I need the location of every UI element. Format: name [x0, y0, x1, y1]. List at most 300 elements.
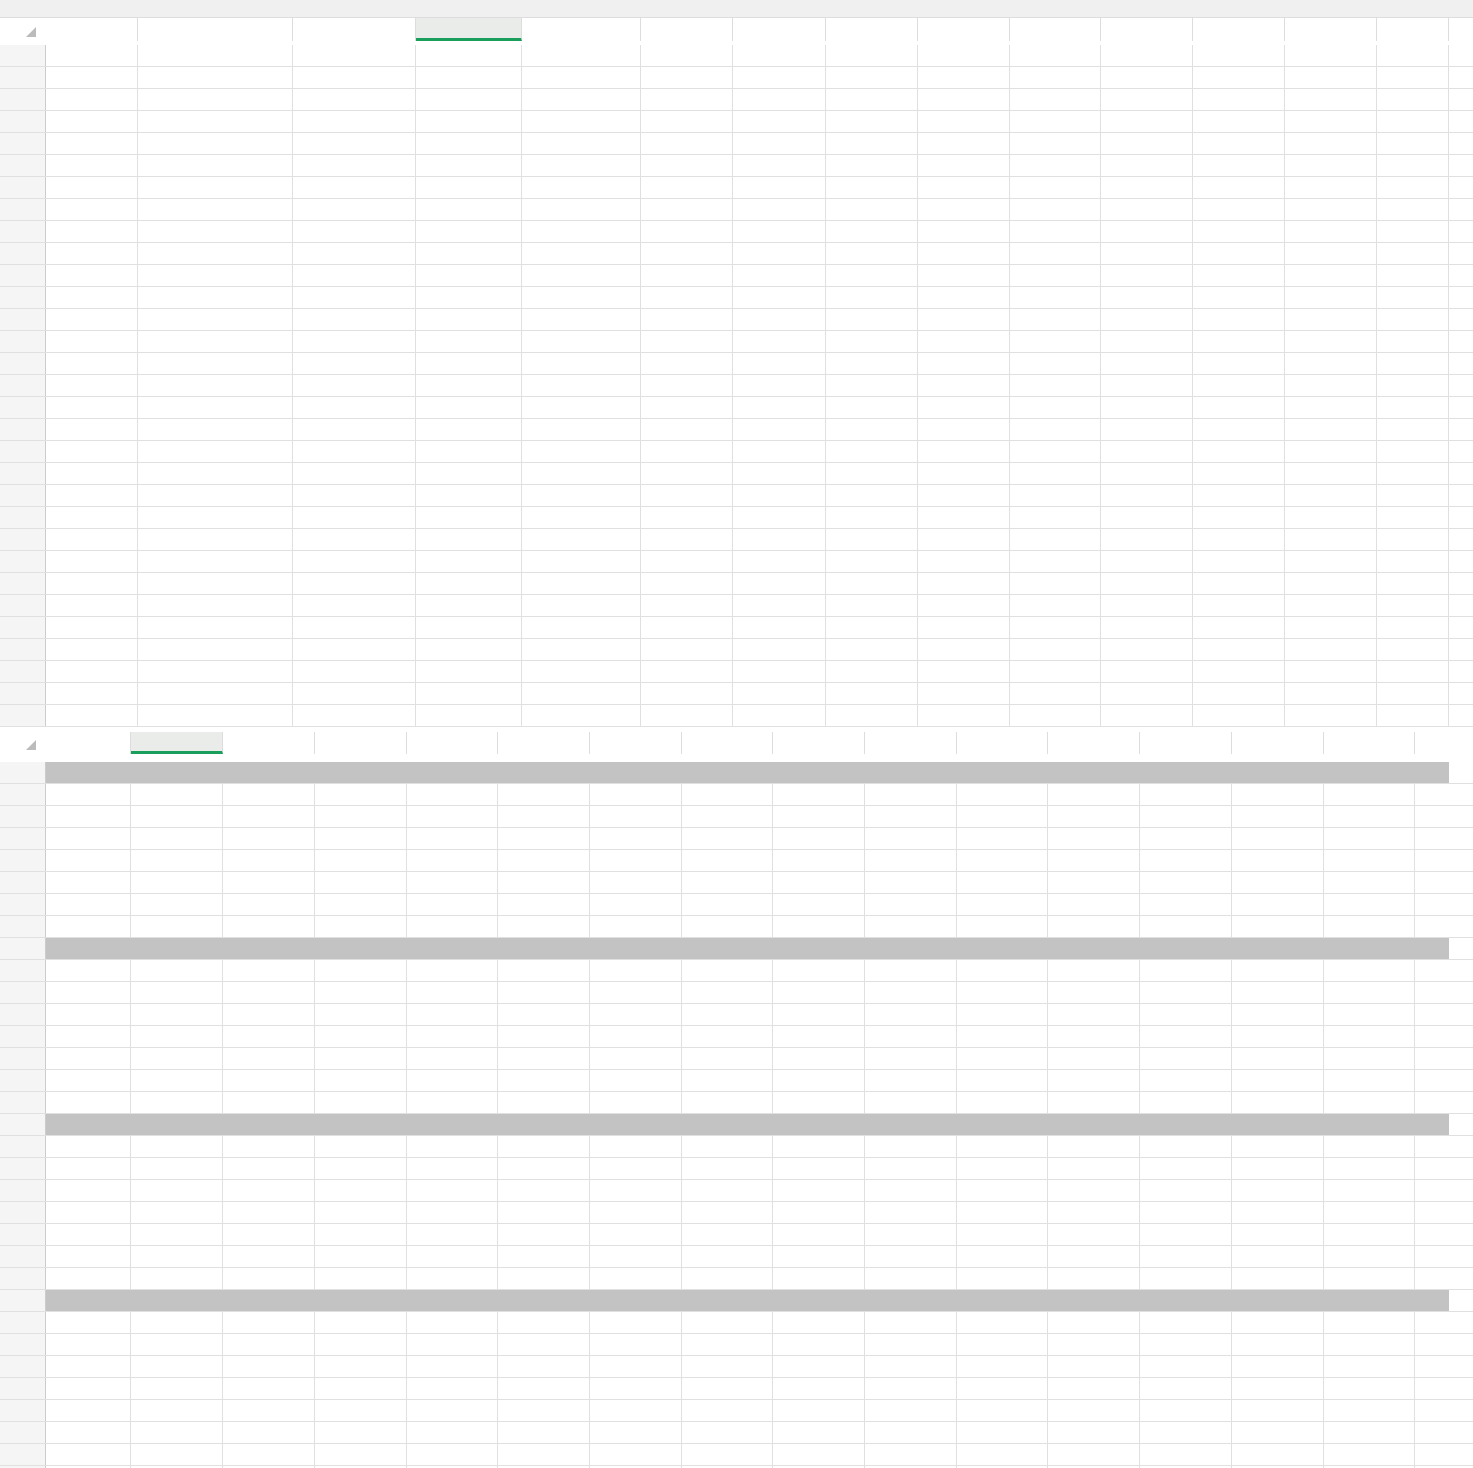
- cell-m[interactable]: [1285, 155, 1377, 176]
- cell-a[interactable]: [46, 155, 138, 176]
- cell-f[interactable]: [498, 1136, 590, 1157]
- cell-b[interactable]: [138, 595, 293, 616]
- cell-d[interactable]: [416, 67, 522, 88]
- cell-a[interactable]: [46, 441, 138, 462]
- column-header-m[interactable]: [1285, 18, 1377, 41]
- cell-k[interactable]: [1101, 155, 1193, 176]
- cell-i[interactable]: [773, 1092, 865, 1113]
- cell-f[interactable]: [641, 441, 733, 462]
- cell-a[interactable]: [46, 960, 131, 981]
- cell-l[interactable]: [1048, 872, 1140, 893]
- column-header-h[interactable]: [826, 18, 918, 41]
- column-header-b[interactable]: [131, 732, 223, 754]
- cell-h[interactable]: [682, 1334, 773, 1355]
- cell-a[interactable]: [46, 705, 138, 726]
- cell-i[interactable]: [918, 661, 1010, 682]
- cell-j[interactable]: [865, 1422, 957, 1443]
- cell-i[interactable]: [773, 850, 865, 871]
- cell-i[interactable]: [918, 331, 1010, 352]
- cell-n[interactable]: [1232, 1246, 1324, 1267]
- cell-d[interactable]: [416, 441, 522, 462]
- cell-j[interactable]: [1010, 507, 1101, 528]
- cell-b[interactable]: [131, 1290, 223, 1311]
- cell-m[interactable]: [1285, 67, 1377, 88]
- cell-e[interactable]: [522, 331, 641, 352]
- cell-a[interactable]: [46, 1070, 131, 1091]
- cell-k[interactable]: [1101, 683, 1193, 704]
- cell-h[interactable]: [826, 463, 918, 484]
- row-number[interactable]: [0, 265, 46, 286]
- cell-f[interactable]: [641, 375, 733, 396]
- cell-j[interactable]: [1010, 705, 1101, 726]
- cell-l[interactable]: [1048, 1334, 1140, 1355]
- cell-j[interactable]: [1010, 595, 1101, 616]
- cell-g[interactable]: [590, 784, 682, 805]
- cell-k[interactable]: [957, 1048, 1048, 1069]
- cell-n[interactable]: [1377, 243, 1449, 264]
- column-header-o[interactable]: [1324, 732, 1415, 754]
- cell-g[interactable]: [733, 507, 826, 528]
- cell-j[interactable]: [1010, 573, 1101, 594]
- cell-h[interactable]: [682, 1070, 773, 1091]
- cell-n[interactable]: [1232, 1092, 1324, 1113]
- cell-a[interactable]: [46, 894, 131, 915]
- cell-c[interactable]: [223, 1224, 315, 1245]
- cell-b[interactable]: [138, 155, 293, 176]
- cell-l[interactable]: [1193, 551, 1285, 572]
- cell-e[interactable]: [407, 982, 498, 1003]
- cell-i[interactable]: [773, 1312, 865, 1333]
- cell-g[interactable]: [733, 177, 826, 198]
- cell-e[interactable]: [522, 419, 641, 440]
- cell-j[interactable]: [1010, 331, 1101, 352]
- cell-c[interactable]: [293, 485, 416, 506]
- cell-l[interactable]: [1193, 661, 1285, 682]
- cell-b[interactable]: [131, 806, 223, 827]
- cell-e[interactable]: [522, 551, 641, 572]
- cell-d[interactable]: [315, 850, 407, 871]
- row-number[interactable]: [0, 133, 46, 154]
- cell-d[interactable]: [416, 287, 522, 308]
- cell-e[interactable]: [407, 784, 498, 805]
- cell-j[interactable]: [1010, 243, 1101, 264]
- cell-m[interactable]: [1285, 45, 1377, 66]
- cell-a[interactable]: [46, 916, 131, 937]
- cell-f[interactable]: [498, 872, 590, 893]
- cell-l[interactable]: [1048, 1026, 1140, 1047]
- cell-l[interactable]: [1048, 1180, 1140, 1201]
- cell-j[interactable]: [865, 806, 957, 827]
- cell-c[interactable]: [293, 683, 416, 704]
- cell-b[interactable]: [138, 683, 293, 704]
- cell-d[interactable]: [315, 1224, 407, 1245]
- cell-f[interactable]: [498, 1356, 590, 1377]
- row-number[interactable]: [0, 1378, 46, 1399]
- cell-n[interactable]: [1377, 331, 1449, 352]
- cell-i[interactable]: [773, 1400, 865, 1421]
- cell-n[interactable]: [1377, 507, 1449, 528]
- cell-o[interactable]: [1324, 1026, 1415, 1047]
- cell-i[interactable]: [773, 1180, 865, 1201]
- cell-g[interactable]: [733, 67, 826, 88]
- cell-f[interactable]: [641, 661, 733, 682]
- cell-c[interactable]: [293, 155, 416, 176]
- cell-k[interactable]: [957, 1312, 1048, 1333]
- cell-b[interactable]: [138, 353, 293, 374]
- cell-d[interactable]: [315, 1312, 407, 1333]
- cell-g[interactable]: [733, 595, 826, 616]
- cell-h[interactable]: [826, 243, 918, 264]
- cell-a[interactable]: [46, 1290, 131, 1311]
- cell-l[interactable]: [1048, 1158, 1140, 1179]
- cell-m[interactable]: [1140, 784, 1232, 805]
- cell-l[interactable]: [1048, 828, 1140, 849]
- cell-b[interactable]: [131, 1356, 223, 1377]
- cell-h[interactable]: [682, 1444, 773, 1465]
- row-number[interactable]: [0, 595, 46, 616]
- cell-l[interactable]: [1048, 1312, 1140, 1333]
- cell-i[interactable]: [773, 1378, 865, 1399]
- cell-h[interactable]: [826, 89, 918, 110]
- cell-h[interactable]: [682, 1136, 773, 1157]
- cell-n[interactable]: [1232, 1004, 1324, 1025]
- cell-k[interactable]: [1101, 133, 1193, 154]
- cell-f[interactable]: [498, 1026, 590, 1047]
- cell-l[interactable]: [1048, 982, 1140, 1003]
- cell-k[interactable]: [1101, 705, 1193, 726]
- cell-h[interactable]: [826, 683, 918, 704]
- cell-c[interactable]: [223, 1290, 315, 1311]
- cell-a[interactable]: [46, 485, 138, 506]
- cell-i[interactable]: [918, 419, 1010, 440]
- cell-d[interactable]: [416, 485, 522, 506]
- cell-b[interactable]: [131, 1026, 223, 1047]
- cell-g[interactable]: [590, 1136, 682, 1157]
- cell-e[interactable]: [407, 1290, 498, 1311]
- cell-f[interactable]: [641, 89, 733, 110]
- cell-i[interactable]: [773, 916, 865, 937]
- cell-d[interactable]: [315, 1136, 407, 1157]
- cell-g[interactable]: [733, 661, 826, 682]
- cell-n[interactable]: [1377, 287, 1449, 308]
- cell-f[interactable]: [498, 806, 590, 827]
- cell-j[interactable]: [865, 1268, 957, 1289]
- cell-m[interactable]: [1140, 1048, 1232, 1069]
- cell-l[interactable]: [1193, 441, 1285, 462]
- column-header-a[interactable]: [46, 732, 131, 754]
- cell-i[interactable]: [918, 375, 1010, 396]
- cell-n[interactable]: [1377, 419, 1449, 440]
- cell-j[interactable]: [1010, 485, 1101, 506]
- cell-f[interactable]: [641, 155, 733, 176]
- cell-e[interactable]: [407, 1180, 498, 1201]
- cell-k[interactable]: [1101, 67, 1193, 88]
- cell-h[interactable]: [826, 617, 918, 638]
- cell-k[interactable]: [957, 1378, 1048, 1399]
- cell-b[interactable]: [131, 1334, 223, 1355]
- cell-l[interactable]: [1048, 784, 1140, 805]
- cell-j[interactable]: [1010, 265, 1101, 286]
- cell-h[interactable]: [682, 806, 773, 827]
- cell-i[interactable]: [773, 1070, 865, 1091]
- cell-d[interactable]: [315, 1202, 407, 1223]
- cell-e[interactable]: [522, 507, 641, 528]
- cell-f[interactable]: [641, 573, 733, 594]
- cell-i[interactable]: [918, 309, 1010, 330]
- cell-e[interactable]: [407, 916, 498, 937]
- cell-e[interactable]: [522, 221, 641, 242]
- cell-g[interactable]: [733, 111, 826, 132]
- cell-f[interactable]: [641, 177, 733, 198]
- cell-m[interactable]: [1140, 1246, 1232, 1267]
- cell-g[interactable]: [733, 155, 826, 176]
- cell-b[interactable]: [138, 441, 293, 462]
- cell-d[interactable]: [416, 89, 522, 110]
- cell-n[interactable]: [1377, 45, 1449, 66]
- cell-l[interactable]: [1193, 177, 1285, 198]
- cell-j[interactable]: [865, 784, 957, 805]
- cell-f[interactable]: [641, 485, 733, 506]
- cell-b[interactable]: [138, 639, 293, 660]
- cell-n[interactable]: [1232, 1180, 1324, 1201]
- cell-e[interactable]: [407, 828, 498, 849]
- cell-h[interactable]: [826, 661, 918, 682]
- cell-k[interactable]: [1101, 177, 1193, 198]
- column-header-g[interactable]: [733, 18, 826, 41]
- cell-m[interactable]: [1285, 353, 1377, 374]
- cell-h[interactable]: [682, 850, 773, 871]
- cell-f[interactable]: [641, 133, 733, 154]
- row-number[interactable]: [0, 784, 46, 805]
- cell-f[interactable]: [641, 243, 733, 264]
- cell-l[interactable]: [1048, 1400, 1140, 1421]
- cell-g[interactable]: [590, 1048, 682, 1069]
- cell-e[interactable]: [522, 441, 641, 462]
- cell-a[interactable]: [46, 1334, 131, 1355]
- cell-b[interactable]: [138, 573, 293, 594]
- cell-c[interactable]: [223, 1070, 315, 1091]
- cell-b[interactable]: [138, 111, 293, 132]
- cell-n[interactable]: [1377, 617, 1449, 638]
- cell-j[interactable]: [865, 1070, 957, 1091]
- cell-l[interactable]: [1048, 1092, 1140, 1113]
- cell-e[interactable]: [407, 1158, 498, 1179]
- cell-m[interactable]: [1285, 419, 1377, 440]
- column-header-b[interactable]: [138, 18, 293, 41]
- cell-c[interactable]: [293, 661, 416, 682]
- cell-a[interactable]: [46, 595, 138, 616]
- cell-k[interactable]: [1101, 353, 1193, 374]
- row-number[interactable]: [0, 1356, 46, 1377]
- cell-j[interactable]: [865, 1378, 957, 1399]
- cell-d[interactable]: [416, 397, 522, 418]
- cell-a[interactable]: [46, 573, 138, 594]
- cell-c[interactable]: [223, 1422, 315, 1443]
- cell-l[interactable]: [1193, 375, 1285, 396]
- cell-d[interactable]: [315, 1048, 407, 1069]
- row-number[interactable]: [0, 762, 46, 783]
- cell-l[interactable]: [1193, 133, 1285, 154]
- cell-c[interactable]: [293, 243, 416, 264]
- cell-e[interactable]: [407, 1070, 498, 1091]
- cell-g[interactable]: [590, 828, 682, 849]
- cell-h[interactable]: [826, 309, 918, 330]
- cell-d[interactable]: [315, 1092, 407, 1113]
- cell-b[interactable]: [138, 551, 293, 572]
- cell-g[interactable]: [733, 243, 826, 264]
- column-header-c[interactable]: [223, 732, 315, 754]
- cell-e[interactable]: [407, 1356, 498, 1377]
- cell-e[interactable]: [522, 67, 641, 88]
- cell-a[interactable]: [46, 1246, 131, 1267]
- cell-l[interactable]: [1193, 529, 1285, 550]
- cell-i[interactable]: [773, 982, 865, 1003]
- cell-f[interactable]: [498, 1070, 590, 1091]
- cell-i[interactable]: [918, 353, 1010, 374]
- cell-h[interactable]: [826, 155, 918, 176]
- cell-k[interactable]: [957, 850, 1048, 871]
- cell-o[interactable]: [1324, 1356, 1415, 1377]
- cell-n[interactable]: [1377, 639, 1449, 660]
- cell-d[interactable]: [315, 1180, 407, 1201]
- cell-k[interactable]: [957, 1356, 1048, 1377]
- cell-d[interactable]: [315, 1268, 407, 1289]
- cell-c[interactable]: [223, 828, 315, 849]
- cell-m[interactable]: [1285, 507, 1377, 528]
- cell-h[interactable]: [826, 441, 918, 462]
- cell-j[interactable]: [865, 1202, 957, 1223]
- cell-c[interactable]: [223, 784, 315, 805]
- cell-m[interactable]: [1140, 1092, 1232, 1113]
- cell-j[interactable]: [865, 1004, 957, 1025]
- cell-f[interactable]: [498, 1334, 590, 1355]
- cell-j[interactable]: [865, 1136, 957, 1157]
- cell-c[interactable]: [223, 806, 315, 827]
- cell-k[interactable]: [1101, 243, 1193, 264]
- column-header-k[interactable]: [1101, 18, 1193, 41]
- cell-f[interactable]: [641, 397, 733, 418]
- cell-f[interactable]: [641, 287, 733, 308]
- cell-d[interactable]: [416, 419, 522, 440]
- cell-o[interactable]: [1324, 1202, 1415, 1223]
- cell-e[interactable]: [522, 111, 641, 132]
- cell-a[interactable]: [46, 529, 138, 550]
- cell-g[interactable]: [590, 806, 682, 827]
- column-header-l[interactable]: [1048, 732, 1140, 754]
- cell-l[interactable]: [1193, 639, 1285, 660]
- cell-d[interactable]: [416, 463, 522, 484]
- row-number[interactable]: [0, 529, 46, 550]
- cell-a[interactable]: [46, 67, 138, 88]
- cell-n[interactable]: [1377, 441, 1449, 462]
- cell-j[interactable]: [865, 1026, 957, 1047]
- cell-i[interactable]: [773, 1048, 865, 1069]
- cell-f[interactable]: [641, 683, 733, 704]
- cell-e[interactable]: [522, 265, 641, 286]
- cell-f[interactable]: [641, 639, 733, 660]
- cell-e[interactable]: [407, 1334, 498, 1355]
- cell-k[interactable]: [1101, 463, 1193, 484]
- cell-a[interactable]: [46, 872, 131, 893]
- cell-a[interactable]: [46, 1356, 131, 1377]
- cell-e[interactable]: [522, 617, 641, 638]
- cell-a[interactable]: [46, 1114, 131, 1135]
- cell-m[interactable]: [1140, 1356, 1232, 1377]
- cell-d[interactable]: [315, 938, 407, 959]
- cell-c[interactable]: [223, 1378, 315, 1399]
- cell-d[interactable]: [315, 784, 407, 805]
- cell-e[interactable]: [407, 1422, 498, 1443]
- cell-h[interactable]: [826, 45, 918, 66]
- cell-h[interactable]: [682, 1400, 773, 1421]
- row-number[interactable]: [0, 850, 46, 871]
- cell-e[interactable]: [407, 1202, 498, 1223]
- cell-j[interactable]: [865, 916, 957, 937]
- cell-l[interactable]: [1193, 353, 1285, 374]
- cell-m[interactable]: [1140, 1312, 1232, 1333]
- cell-h[interactable]: [682, 960, 773, 981]
- cell-e[interactable]: [522, 155, 641, 176]
- cell-c[interactable]: [223, 1114, 315, 1135]
- cell-j[interactable]: [865, 1444, 957, 1465]
- cell-l[interactable]: [1193, 419, 1285, 440]
- cell-k[interactable]: [1101, 551, 1193, 572]
- cell-m[interactable]: [1140, 1444, 1232, 1465]
- cell-h[interactable]: [826, 595, 918, 616]
- cell-k[interactable]: [957, 1136, 1048, 1157]
- cell-g[interactable]: [733, 199, 826, 220]
- cell-n[interactable]: [1232, 872, 1324, 893]
- cell-b[interactable]: [138, 419, 293, 440]
- row-number[interactable]: [0, 916, 46, 937]
- cell-n[interactable]: [1377, 573, 1449, 594]
- cell-e[interactable]: [407, 762, 498, 783]
- cell-h[interactable]: [826, 287, 918, 308]
- cell-a[interactable]: [46, 850, 131, 871]
- cell-c[interactable]: [223, 1136, 315, 1157]
- cell-e[interactable]: [407, 1312, 498, 1333]
- cell-e[interactable]: [407, 1444, 498, 1465]
- cell-a[interactable]: [46, 1180, 131, 1201]
- cell-b[interactable]: [131, 1048, 223, 1069]
- cell-o[interactable]: [1324, 1136, 1415, 1157]
- cell-j[interactable]: [865, 1224, 957, 1245]
- cell-n[interactable]: [1232, 894, 1324, 915]
- cell-k[interactable]: [1101, 375, 1193, 396]
- cell-e[interactable]: [522, 683, 641, 704]
- cell-l[interactable]: [1048, 1444, 1140, 1465]
- cell-k[interactable]: [957, 784, 1048, 805]
- cell-i[interactable]: [918, 529, 1010, 550]
- cell-g[interactable]: [590, 1026, 682, 1047]
- cell-j[interactable]: [865, 894, 957, 915]
- cell-m[interactable]: [1285, 595, 1377, 616]
- cell-m[interactable]: [1285, 485, 1377, 506]
- cell-h[interactable]: [826, 133, 918, 154]
- cell-j[interactable]: [1010, 67, 1101, 88]
- cell-o[interactable]: [1324, 1312, 1415, 1333]
- cell-j[interactable]: [1010, 617, 1101, 638]
- cell-m[interactable]: [1140, 1026, 1232, 1047]
- row-number[interactable]: [0, 419, 46, 440]
- cell-a[interactable]: [46, 1268, 131, 1289]
- cell-l[interactable]: [1048, 1422, 1140, 1443]
- cell-j[interactable]: [1010, 45, 1101, 66]
- cell-n[interactable]: [1232, 1070, 1324, 1091]
- cell-g[interactable]: [590, 1422, 682, 1443]
- cell-k[interactable]: [1101, 331, 1193, 352]
- cell-a[interactable]: [46, 397, 138, 418]
